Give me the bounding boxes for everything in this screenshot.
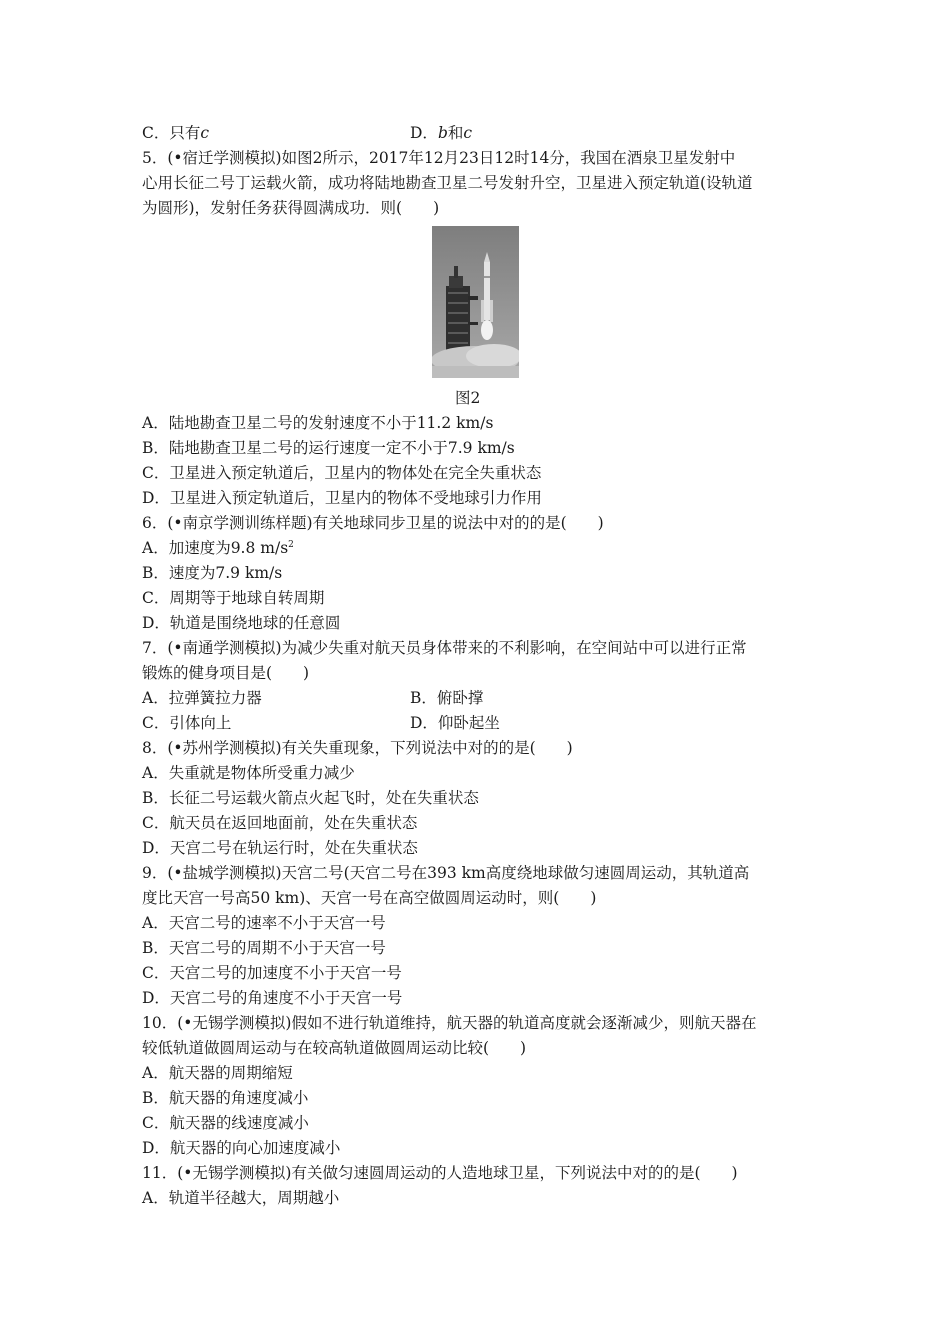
question-10-option-d: D．航天器的向心加速度减小 (142, 1139, 341, 1157)
question-8-stem: 8．(•苏州学测模拟)有关失重现象，下列说法中对的的是( ) (142, 739, 573, 757)
rocket-launch-illustration (432, 226, 519, 378)
question-5-stem-line-3: 为圆形)，发射任务获得圆满成功．则( ) (142, 199, 440, 217)
question-5-stem-line-1: 5．(•宿迁学测模拟)如图2所示，2017年12月23日12时14分，我国在酒泉卫星发射中 (142, 149, 736, 167)
option-c: C．只有c (142, 124, 210, 142)
question-9-option-b: B．天宫二号的周期不小于天宫一号 (142, 939, 386, 957)
question-5-option-d: D．卫星进入预定轨道后，卫星内的物体不受地球引力作用 (142, 489, 542, 507)
question-10-option-a: A．航天器的周期缩短 (142, 1064, 293, 1082)
question-8-option-b: B．长征二号运载火箭点火起飞时，处在失重状态 (142, 789, 479, 807)
question-5-option-a: A．陆地勘查卫星二号的发射速度不小于11.2 km/s (142, 414, 494, 432)
rocket-launch-photo (432, 226, 519, 378)
question-7-stem-line-2: 锻炼的健身项目是( ) (142, 664, 310, 682)
question-7-option-a: A．拉弹簧拉力器 (142, 689, 262, 707)
question-6-stem: 6．(•南京学测训练样题)有关地球同步卫星的说法中对的的是( ) (142, 514, 604, 532)
option-line-c-d (142, 121, 822, 146)
question-7-stem-line-1: 7．(•南通学测模拟)为减少失重对航天员身体带来的不利影响，在空间站中可以进行正常 (142, 639, 747, 657)
figure-caption: 图2 (455, 389, 481, 407)
question-6-option-a: A．加速度为9.8 $m/s^2$ (142, 539, 294, 557)
question-10-option-c: C．航天器的线速度减小 (142, 1114, 309, 1132)
question-10-stem-line-1: 10．(•无锡学测模拟)假如不进行轨道维持，航天器的轨道高度就会逐渐减少，则航天器在 (142, 1014, 757, 1032)
question-8-option-c: C．航天员在返回地面前，处在失重状态 (142, 814, 418, 832)
question-9-option-d: D．天宫二号的角速度不小于天宫一号 (142, 989, 403, 1007)
question-10-option-b: B．航天器的角速度减小 (142, 1089, 309, 1107)
question-7-option-c: C．引体向上 (142, 714, 232, 732)
question-9-option-a: A．天宫二号的速率不小于天宫一号 (142, 914, 386, 932)
question-7-option-d: D．仰卧起坐 (410, 714, 500, 732)
question-5-option-c: C．卫星进入预定轨道后，卫星内的物体处在完全失重状态 (142, 464, 542, 482)
question-5-stem-line-2: 心用长征二号丁运载火箭，成功将陆地勘查卫星二号发射升空，卫星进入预定轨道(设轨道 (142, 174, 753, 192)
question-8-option-d: D．天宫二号在轨运行时，处在失重状态 (142, 839, 418, 857)
question-7-option-b: B．俯卧撑 (410, 689, 484, 707)
question-6-option-c: C．周期等于地球自转周期 (142, 589, 325, 607)
question-9-stem-line-2: 度比天宫一号高50 km)、天宫一号在高空做圆周运动时，则( ) (142, 889, 597, 907)
question-11-option-a: A．轨道半径越大，周期越小 (142, 1189, 340, 1207)
question-9-option-c: C．天宫二号的加速度不小于天宫一号 (142, 964, 402, 982)
question-6-option-d: D．轨道是围绕地球的任意圆 (142, 614, 341, 632)
question-9-stem-line-1: 9．(•盐城学测模拟)天宫二号(天宫二号在393 km高度绕地球做匀速圆周运动，其轨道高 (142, 864, 750, 882)
question-10-stem-line-2: 较低轨道做圆周运动与在较高轨道做圆周运动比较( ) (142, 1039, 527, 1057)
question-7-options-a-b (142, 686, 822, 711)
question-7-options-c-d (142, 711, 822, 736)
question-5-option-b: B．陆地勘查卫星二号的运行速度一定不小于7.9 km/s (142, 439, 515, 457)
question-6-option-b: B．速度为7.9 km/s (142, 564, 283, 582)
question-11-stem: 11．(•无锡学测模拟)有关做匀速圆周运动的人造地球卫星，下列说法中对的的是( ) (142, 1164, 738, 1182)
question-8-option-a: A．失重就是物体所受重力减少 (142, 764, 355, 782)
option-d: D．b和c (410, 124, 473, 142)
